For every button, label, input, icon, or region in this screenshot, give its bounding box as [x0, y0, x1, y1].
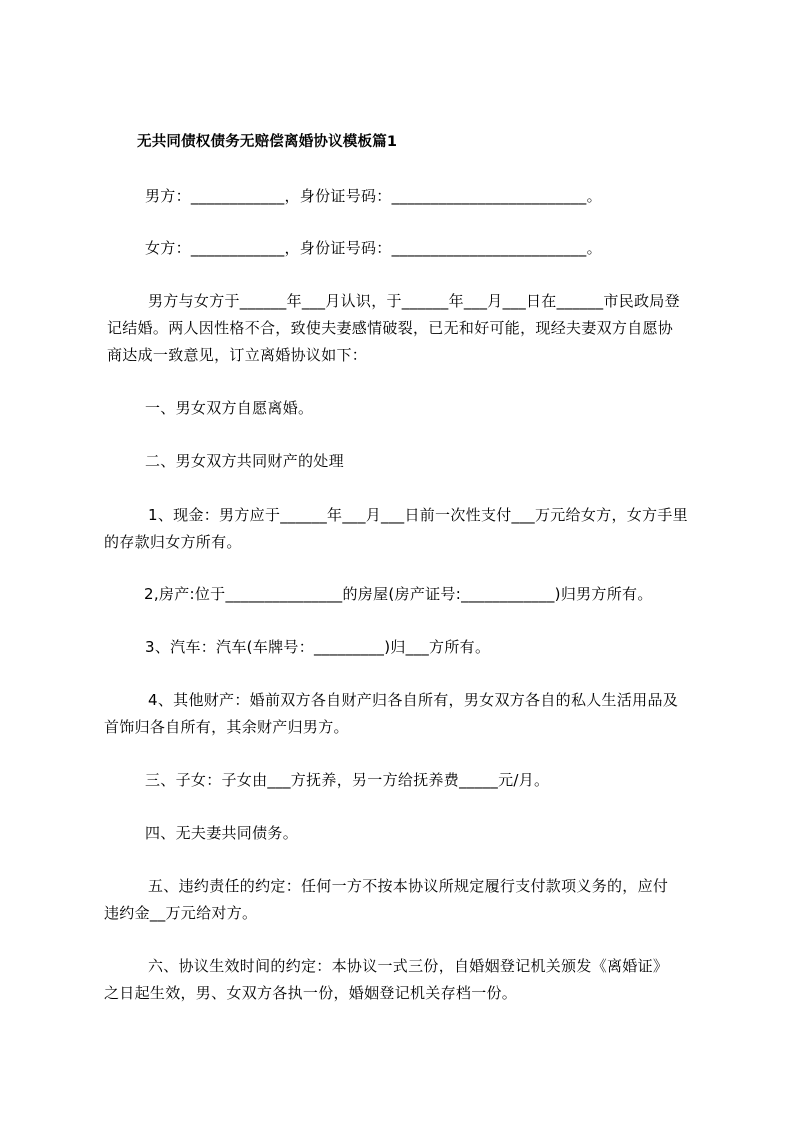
clause-2-heading: 二、男女双方共同财产的处理 [145, 452, 344, 470]
clause-5-line-2: 违约金__万元给对方。 [104, 904, 258, 922]
clause-6-line-1: 六、协议生效时间的约定：本协议一式三份，自婚姻登记机关颁发《离婚证》 [148, 957, 669, 975]
clause-6-line-2: 之日起生效，男、女双方各执一份，婚姻登记机关存档一份。 [104, 984, 518, 1002]
clause-2-vehicle: 3、汽车：汽车(车牌号：_________)归___方所有。 [145, 638, 491, 656]
clause-2-other-line-2: 首饰归各自所有，其余财产归男方。 [104, 718, 349, 736]
clause-5-line-1: 五、违约责任的约定：任何一方不按本协议所规定履行支付款项义务的，应付 [148, 877, 669, 895]
clause-2-cash-line-2: 的存款归女方所有。 [104, 533, 242, 551]
clause-4-debts: 四、无夫妻共同债务。 [145, 824, 299, 842]
clause-2-property: 2,房产:位于_______________的房屋(房产证号:____________)归男方所有。 [144, 585, 653, 603]
clause-3-children: 三、子女：子女由___方抚养，另一方给抚养费_____元/月。 [145, 771, 550, 789]
clause-2-other-line-1: 4、其他财产：婚前双方各自财产归各自所有，男女双方各自的私人生活用品及 [148, 691, 679, 709]
female-party-line: 女方：____________，身份证号码：_________________________。 [145, 239, 602, 257]
clause-2-cash-line-1: 1、现金：男方应于______年___月___日前一次性支付___万元给女方，女方手里 [148, 506, 688, 524]
intro-paragraph-line-1: 男方与女方于______年___月认识，于______年___月___日在______市民政局登 [148, 292, 680, 310]
male-party-line: 男方：____________，身份证号码：_________________________。 [145, 187, 602, 205]
document-title: 无共同债权债务无赔偿离婚协议模板篇1 [137, 134, 398, 150]
intro-paragraph-line-3: 商达成一致意见，订立离婚协议如下： [107, 346, 368, 364]
clause-1: 一、男女双方自愿离婚。 [145, 399, 314, 417]
intro-paragraph-line-2: 记结婚。两人因性格不合，致使夫妻感情破裂，已无和好可能，现经夫妻双方自愿协 [107, 319, 674, 337]
